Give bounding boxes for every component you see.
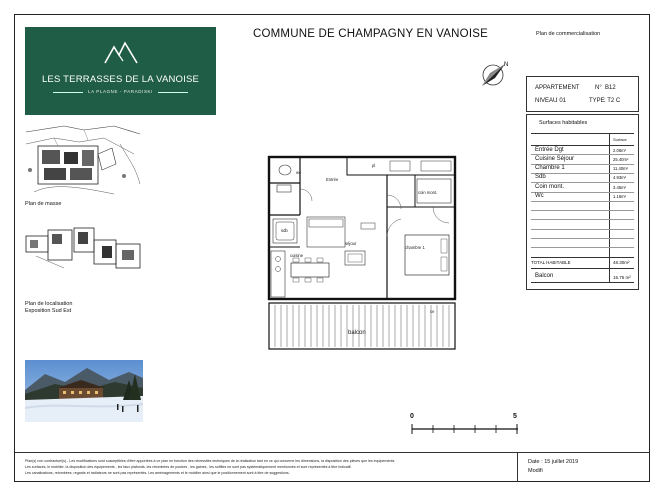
modif-label: Modifi	[528, 468, 543, 474]
table-rule	[531, 173, 634, 174]
plan-type-label: Plan de commercialisation	[536, 31, 601, 37]
surface-row-value: 25.40m²	[613, 156, 629, 162]
exposure-label: Exposition Sud Est	[25, 308, 72, 314]
table-rule	[531, 219, 634, 220]
room-label-wc: wc	[296, 170, 302, 175]
surface-row-value: 1.16m²	[613, 194, 627, 199]
scale-end: 5	[513, 413, 517, 420]
total-value: 48.30m²	[613, 260, 630, 265]
table-rule	[531, 192, 634, 193]
total-label: TOTAL HABITABLE	[531, 260, 571, 265]
table-rule	[531, 201, 634, 202]
disclaimer-line: Les surfaces, le mobilier, la disposition des équipements , les faux plafonds, les retombées de poutres , les gaines , les soffites ne sont pas systématiquement mentionnés et sont représentés à titre indicatif.	[25, 465, 352, 469]
balcon-value: 15.75 m²	[613, 275, 631, 280]
scale-bar	[410, 422, 520, 436]
apartment-info-box	[526, 76, 639, 112]
numero-label: N°	[595, 85, 602, 91]
room-label-pl: pl	[372, 163, 376, 168]
svg-text:N: N	[504, 62, 509, 68]
room-label-sejour: séjour	[345, 241, 357, 246]
room-label-ce: ce	[430, 309, 435, 314]
location-plan-label: Plan de localisation	[25, 301, 73, 307]
surface-row-label: Coin mont.	[535, 183, 565, 190]
numero-value: B12	[605, 85, 616, 91]
surface-col-header: Surface	[613, 137, 627, 142]
appartement-label: APPARTEMENT	[535, 85, 580, 91]
page-title: COMMUNE DE CHAMPAGNY EN VANOISE	[253, 28, 488, 40]
scale-start: 0	[410, 413, 414, 420]
table-rule	[531, 210, 634, 211]
surface-row-label: Chambre 1	[535, 165, 565, 172]
surface-row-label: Wc	[535, 193, 544, 199]
disclaimer-line: Plan(s) non contractuel(s) - Les modifications sont susceptibles d'être apportées à ce plan en fonction des nécessités techniques de la réalisation tant en ce qui concerne les dimensions, la disposition des pièces que les équipements.	[25, 459, 396, 463]
brand-logo	[25, 27, 216, 115]
surface-row-value: 3.45m²	[613, 184, 627, 190]
type-value: : T2 C	[604, 98, 621, 104]
table-rule	[531, 247, 634, 248]
surface-row-value: 11.40m²	[613, 166, 629, 172]
disclaimer-line: Les canalisations, retombées, regards et radiateurs ne sont pas représentés. Les aménagements et le mobilier ainsi que le positionnement sont à titre de suggestions.	[25, 471, 290, 475]
date-box	[518, 452, 650, 482]
surfaces-box	[526, 114, 639, 290]
date-value: : 15 juillet 2019	[541, 459, 579, 465]
surface-row-label: Sdb	[535, 174, 546, 181]
room-label-balcon: balcon	[348, 330, 366, 336]
niveau-value: : 01	[556, 98, 567, 104]
balcony-railing	[275, 305, 449, 347]
site-plan-image	[24, 124, 142, 196]
site-plan-label: Plan de masse	[25, 201, 62, 207]
balcon-label: Balcon	[535, 273, 554, 279]
divider	[158, 92, 188, 93]
resort-photo	[25, 360, 143, 422]
room-label-coin-mont: coin mont.	[418, 190, 438, 195]
compass-icon	[476, 58, 512, 92]
type-label: TYPE	[589, 98, 605, 104]
room-label-entree: Entrée	[326, 177, 339, 182]
surface-row-value: 4.93m²	[613, 175, 627, 181]
surface-row-label: Cuisine Séjour	[535, 155, 575, 162]
disclaimer	[15, 452, 518, 482]
brand-tagline: LA PLAGNE - PARADISKI	[87, 89, 154, 94]
niveau-label: NIVEAU	[535, 98, 558, 104]
table-rule	[531, 238, 634, 239]
location-plan-image	[24, 226, 142, 272]
surface-row-label: Entrée Dgt	[535, 146, 564, 153]
room-label-chambre: chambre 1	[405, 245, 425, 250]
mountain-icon	[103, 39, 139, 65]
table-rule	[531, 229, 634, 230]
surfaces-title: Surfaces habitables	[539, 120, 588, 126]
room-label-cuisine: cuisine	[290, 253, 304, 258]
brand-name: LES TERRASSES DE LA VANOISE	[41, 74, 200, 85]
date-label: Date	[528, 459, 540, 465]
room-label-sdb: sdb	[281, 228, 288, 233]
surface-row-value: 2.06m²	[613, 147, 627, 153]
